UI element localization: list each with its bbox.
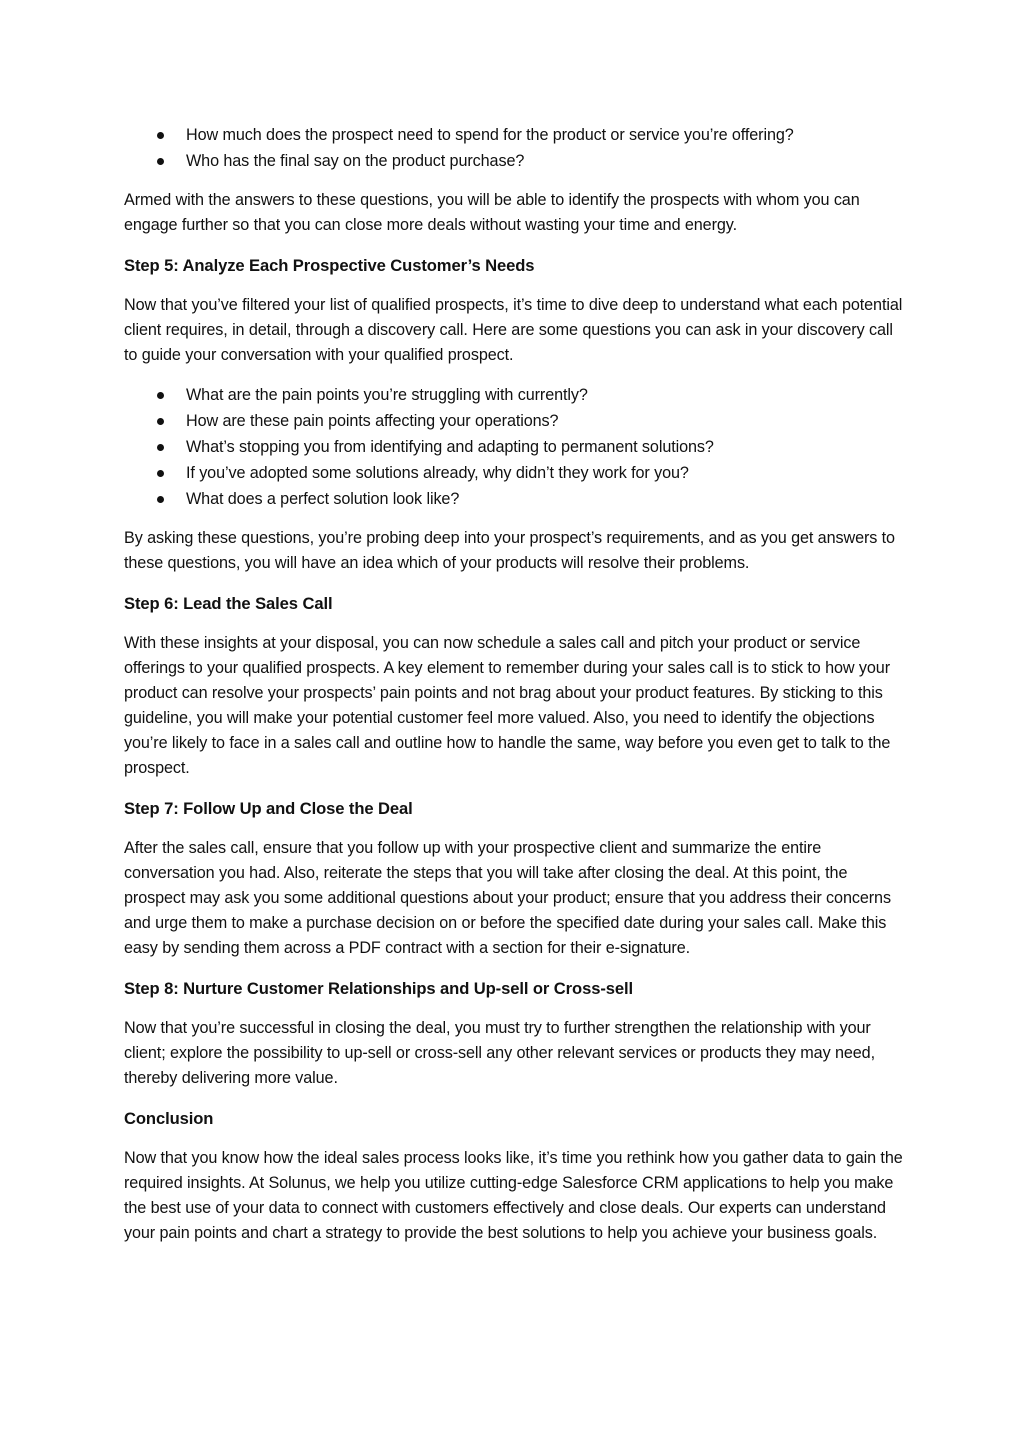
list-item-text: How much does the prospect need to spend for the product or service you’re offering? — [186, 126, 794, 144]
bullet-icon — [157, 444, 164, 451]
step5-paragraph: Now that you’ve filtered your list of qualified prospects, it’s time to dive deep to understand what each potential client requires, in detail, through a discovery call. Here are some questions you can ask in your discovery call to guide your conversation with your qualified prospect. — [124, 296, 903, 364]
list-item — [124, 122, 904, 148]
list-item — [124, 382, 904, 408]
step7-paragraph: After the sales call, ensure that you follow up with your prospective client and summarize the entire conversation you had. Also, reiterate the steps that you will take after closing the deal. At this point, the prospect may ask you some additional questions about your product; ensure that you address their concerns and urge them to make a purchase decision on or before the specified date during your sales call. Make this easy by sending them across a PDF contract with a section for their e-signature. — [124, 839, 891, 957]
list-item-text: What are the pain points you’re struggling with currently? — [186, 386, 588, 404]
list-item — [124, 486, 904, 512]
step6-heading: Step 6: Lead the Sales Call — [124, 594, 333, 613]
list-item-text: How are these pain points affecting your operations? — [186, 412, 559, 430]
bullet-icon — [157, 158, 164, 165]
conclusion-heading: Conclusion — [124, 1109, 214, 1128]
list-item — [124, 148, 904, 174]
bullet-icon — [157, 470, 164, 477]
list-item — [124, 408, 904, 434]
list-item-text: What’s stopping you from identifying and adapting to permanent solutions? — [186, 438, 714, 456]
list-item-text: If you’ve adopted some solutions already, why didn’t they work for you? — [186, 464, 689, 482]
intro-bullet-list — [124, 122, 904, 174]
step5-bullet-list — [124, 382, 904, 512]
step7-heading: Step 7: Follow Up and Close the Deal — [124, 799, 413, 818]
step8-paragraph: Now that you’re successful in closing the deal, you must try to further strengthen the relationship with your client; explore the possibility to up-sell or cross-sell any other relevant services or products they may need, thereby delivering more value. — [124, 1019, 875, 1087]
step8-heading: Step 8: Nurture Customer Relationships and Up-sell or Cross-sell — [124, 979, 634, 998]
bullet-icon — [157, 132, 164, 139]
step6-paragraph: With these insights at your disposal, you can now schedule a sales call and pitch your product or service offerings to your qualified prospects. A key element to remember during your sales call is to stick to how your product can resolve your prospects’ pain points and not brag about your product features. By sticking to this guideline, you will make your potential customer feel more valued. Also, you need to identify the objections you’re likely to face in a sales call and outline how to handle the same, way before you even get to talk to the prospect. — [124, 634, 891, 777]
bullet-icon — [157, 392, 164, 399]
conclusion-paragraph: Now that you know how the ideal sales process looks like, it’s time you rethink how you gather data to gain the required insights. At Solunus, we help you utilize cutting-edge Salesforce CRM applications to help you make the best use of your data to connect with customers effectively and close deals. Our experts can understand your pain points and chart a strategy to provide the best solutions to help you achieve your business goals. — [124, 1149, 903, 1242]
list-item — [124, 460, 904, 486]
intro-paragraph: Armed with the answers to these questions, you will be able to identify the prospects with whom you can engage further so that you can close more deals without wasting your time and energy. — [124, 191, 860, 234]
list-item-text: What does a perfect solution look like? — [186, 490, 460, 508]
step5-closing-paragraph: By asking these questions, you’re probing deep into your prospect’s requirements, and as you get answers to these questions, you will have an idea which of your products will resolve their problems. — [124, 529, 895, 572]
list-item-text: Who has the final say on the product purchase? — [186, 152, 525, 170]
list-item — [124, 434, 904, 460]
document-page — [124, 122, 904, 1246]
step5-heading: Step 5: Analyze Each Prospective Customer’s Needs — [124, 256, 535, 275]
bullet-icon — [157, 418, 164, 425]
bullet-icon — [157, 496, 164, 503]
